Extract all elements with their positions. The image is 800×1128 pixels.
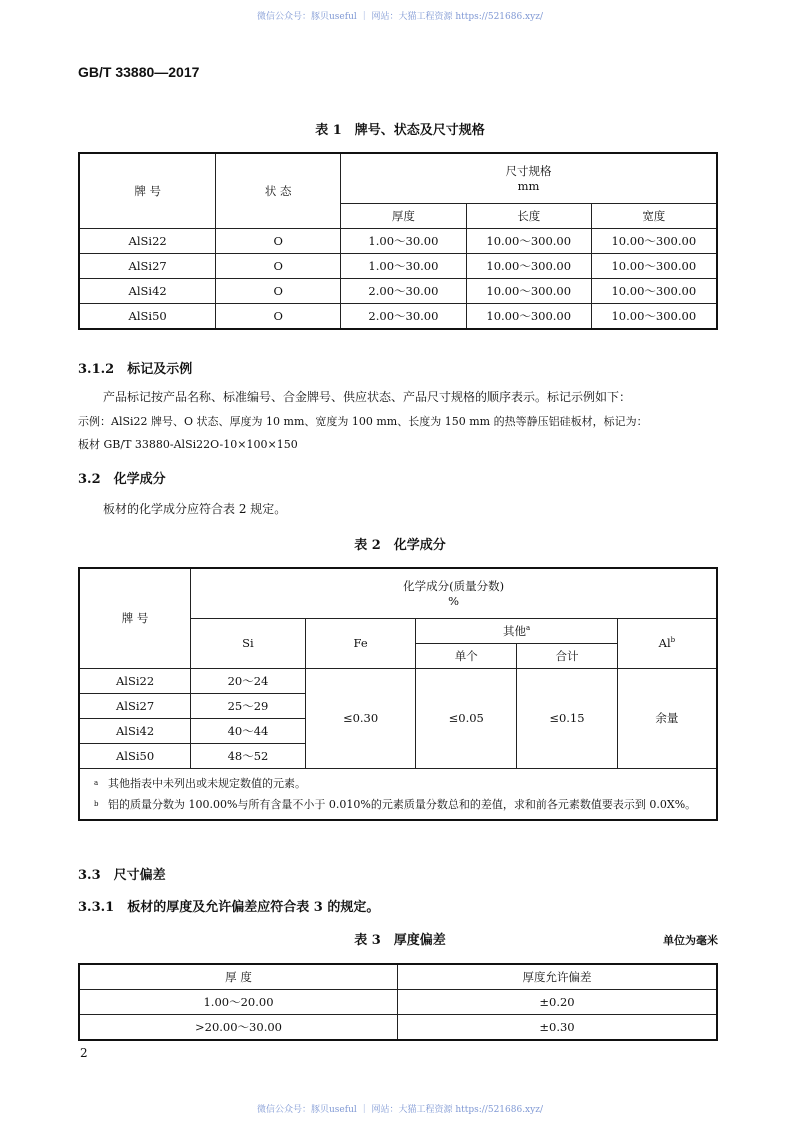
th-thickness: 厚度 (341, 203, 467, 228)
section-3-1-2-heading: 3.1.2 标记及示例 (78, 362, 193, 377)
table-row: 1.00～20.00 ±0.20 (79, 990, 717, 1015)
table-row: AlSi50 O 2.00～30.00 10.00～300.00 10.00～300.00 (79, 303, 717, 329)
th-grade: 牌 号 (79, 568, 191, 668)
table-row: AlSi27 O 1.00～30.00 10.00～300.00 10.00～300.00 (79, 253, 717, 278)
section-3-3-1: 3.3.1 板材的厚度及允许偏差应符合表 3 的规定。 (78, 900, 380, 915)
section-3-2-heading: 3.2 化学成分 (78, 472, 166, 487)
table-row: AlSi22 20～24 ≤0.30 ≤0.05 ≤0.15 余量 (79, 668, 717, 693)
example-marking: 板材 GB/T 33880-AlSi22O-10×100×150 (78, 438, 298, 451)
th-tolerance: 厚度允许偏差 (398, 964, 718, 990)
table3 (78, 963, 718, 1041)
th-single: 单个 (416, 643, 517, 668)
paragraph: 产品标记按产品名称、标准编号、合金牌号、供应状态、产品尺寸规格的顺序表示。标记示例如下： (103, 390, 632, 404)
th-other: 其他$^a$ (416, 618, 617, 643)
th-state: 状 态 (216, 153, 341, 228)
watermark-top: 微信公众号：豚贝useful ｜ 网站：大猫工程资源 https://521686.xyz/ (257, 12, 543, 22)
page-number: 2 (80, 1046, 88, 1060)
table-row: AlSi42 40～44 (79, 718, 717, 743)
th-size: 尺寸规格 mm (341, 153, 717, 203)
watermark-bottom: 微信公众号：豚贝useful ｜ 网站：大猫工程资源 https://521686.xyz/ (257, 1105, 543, 1115)
table3-caption: 表 3 厚度偏差 (354, 933, 446, 948)
standard-number: GB/T 33880—2017 (78, 64, 200, 80)
th-si: Si (191, 618, 306, 668)
th-width: 宽度 (591, 203, 717, 228)
table3-unit: 单位为毫米 (663, 934, 718, 947)
example-text: 示例：AlSi22 牌号、O 状态、厚度为 10 mm、宽度为 100 mm、长度为 150 mm 的热等静压铝硅板材，标记为： (78, 415, 648, 428)
table-row: AlSi50 48～52 (79, 743, 717, 768)
table2-caption: 表 2 化学成分 (354, 538, 446, 553)
table-row: AlSi42 O 2.00～30.00 10.00～300.00 10.00～300.00 (79, 278, 717, 303)
th-grade: 牌 号 (79, 153, 216, 228)
th-total: 合计 (517, 643, 618, 668)
table-row: AlSi22 O 1.00～30.00 10.00～300.00 10.00～300.00 (79, 228, 717, 253)
table1-caption: 表 1 牌号、状态及尺寸规格 (315, 123, 485, 138)
th-thickness: 厚 度 (79, 964, 398, 990)
table-notes: a 其他指表中未列出或未规定数值的元素。 b 铝的质量分数为 100.00%与所有含量不小于 0.010%的元素质量分数总和的差值，求和前各元素数值要表示到 0.0X%。 (79, 768, 717, 820)
section-3-3-heading: 3.3 尺寸偏差 (78, 868, 166, 883)
table2 (78, 567, 718, 821)
table-row: AlSi27 25～29 (79, 693, 717, 718)
paragraph: 板材的化学成分应符合表 2 规定。 (103, 502, 287, 516)
table-row: >20.00～30.00 ±0.30 (79, 1015, 717, 1041)
th-al: Al$^b$ (617, 618, 717, 668)
table1 (78, 152, 718, 330)
th-composition: 化学成分(质量分数) % (191, 568, 717, 618)
th-length: 长度 (466, 203, 591, 228)
th-fe: Fe (305, 618, 416, 668)
